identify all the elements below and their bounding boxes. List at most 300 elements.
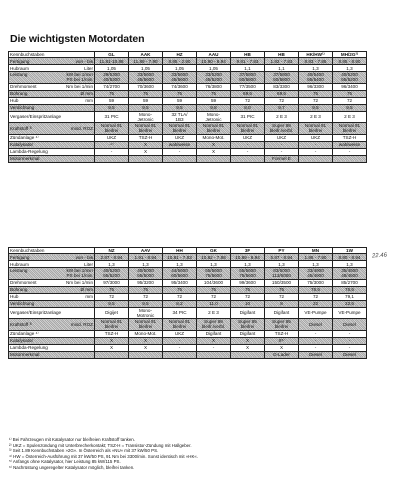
data-cell: -⁷⁾ <box>95 141 129 148</box>
cell-line: Jetronic <box>137 116 154 122</box>
data-cell: 22,5 <box>333 300 367 307</box>
row-unit: von - bis <box>75 254 93 260</box>
table-row <box>9 148 367 155</box>
cell-line: 40/5000 <box>137 268 154 274</box>
data-cell <box>299 268 333 280</box>
row-label: Motormerkmal <box>10 156 40 162</box>
data-cell: Diesel <box>333 319 367 331</box>
cell-line: bleifrei <box>172 128 187 134</box>
data-cell: 72 <box>163 293 197 300</box>
data-cell: X <box>129 344 163 351</box>
table-row <box>9 155 367 162</box>
data-cell: G-Lader <box>265 351 299 358</box>
data-cell <box>129 319 163 331</box>
data-cell: 2.87 - 8.94 <box>95 254 129 261</box>
data-cell: 75 <box>197 286 231 293</box>
cell-line: bleifrei <box>206 128 221 134</box>
data-cell: wahlweise <box>163 141 197 148</box>
row-label-cell <box>9 141 95 148</box>
engine-data-table-2 <box>8 247 367 359</box>
row-label-cell <box>9 104 95 111</box>
cell-line: bleifrei <box>138 128 153 134</box>
table-row <box>9 330 367 337</box>
data-cell <box>197 351 231 358</box>
data-cell: Diesel <box>299 319 333 331</box>
page-title: Die wichtigsten Motordaten <box>10 33 145 45</box>
data-cell: 1,3 <box>163 261 197 268</box>
footnote: ³⁾ Seit 1.89 Kennbuchstaben »2G«. In Österreich als »NU« mit 37 kW/50 PS. <box>9 448 159 454</box>
data-cell: - <box>231 148 265 155</box>
header-code-cell: AAK <box>129 52 163 58</box>
data-cell: VE-Pumpe <box>333 307 367 319</box>
cell-line: Normal 91 <box>202 123 225 129</box>
data-cell: 72 <box>265 97 299 104</box>
header-code-cell: MN <box>299 248 333 254</box>
footnotes <box>9 437 379 471</box>
data-cell: - <box>265 141 299 148</box>
cell-line: 60/5600 <box>171 273 188 279</box>
data-cell: Digifant <box>231 330 265 337</box>
cell-line: Normal 91 <box>134 319 157 325</box>
row-label: Hub <box>10 294 19 300</box>
data-cell: 75 <box>333 90 367 97</box>
data-cell <box>231 123 265 135</box>
cell-line: 33/5600 <box>171 72 188 78</box>
header-code-cell: AAV <box>129 248 163 254</box>
cell-line: Normal 91 <box>100 319 123 325</box>
cell-line: 37/5800 <box>273 72 290 78</box>
row-label-cell <box>9 123 95 135</box>
data-cell <box>265 319 299 331</box>
data-cell: 59 <box>95 97 129 104</box>
cell-line: 55/5600 <box>239 268 256 274</box>
row-label-cell <box>9 148 95 155</box>
cell-line: Motronic <box>136 312 155 318</box>
data-cell: - <box>163 344 197 351</box>
data-cell: 8.83 - 7.85 <box>299 58 333 65</box>
data-cell: 8 <box>265 300 299 307</box>
data-cell: 9.81 - 7.83 <box>231 58 265 65</box>
cell-line: 45/5200 <box>205 77 222 83</box>
row-unit: Liter <box>84 65 93 71</box>
row-label: Verdichtung <box>10 105 35 111</box>
data-cell: 1,1 <box>231 65 265 72</box>
data-cell: - <box>95 148 129 155</box>
data-cell: 8.85 - 2.90 <box>163 58 197 65</box>
row-label-cell <box>9 97 95 104</box>
row-label: Zündanlage ⁴⁾ <box>10 331 39 337</box>
data-cell: X <box>265 344 299 351</box>
data-cell: - <box>299 337 333 344</box>
row-label-cell <box>9 344 95 351</box>
row-unit: Liter <box>84 261 93 267</box>
data-cell: - <box>299 330 333 337</box>
data-cell: 1,3 <box>333 261 367 268</box>
table-row <box>9 58 367 65</box>
data-cell: 59 <box>129 97 163 104</box>
row-label-cell <box>9 337 95 344</box>
row-unit: Nm bei 1/min <box>65 84 93 90</box>
data-cell <box>163 123 197 135</box>
cell-line: Super 98 <box>204 319 223 325</box>
data-cell <box>129 72 163 84</box>
data-cell: X <box>197 148 231 155</box>
data-cell <box>265 72 299 84</box>
data-cell: 75 <box>197 90 231 97</box>
cell-line: 75/5600 <box>239 273 256 279</box>
row-label: Drehmoment <box>10 280 37 286</box>
row-label: Hub <box>10 98 19 104</box>
row-label: Fertigung <box>10 58 30 64</box>
data-cell: 1,3 <box>129 261 163 268</box>
cell-line: bleifrei <box>138 324 153 330</box>
data-cell: 1,05 <box>95 65 129 72</box>
cell-line: bleifrei <box>172 324 187 330</box>
data-cell <box>265 123 299 135</box>
data-cell: 99/3600 <box>231 279 265 286</box>
table-row <box>9 83 367 90</box>
data-cell: 75 <box>265 286 299 293</box>
data-cell: 2 E 3 <box>333 111 367 123</box>
row-label: Zündanlage ⁴⁾ <box>10 135 39 141</box>
cell-line: 55/5200 <box>103 273 120 279</box>
data-cell: 69,5 <box>231 90 265 97</box>
header-code-cell: GK <box>197 248 231 254</box>
table-row <box>9 268 367 280</box>
data-cell: 1,05 <box>197 65 231 72</box>
row-label-cell <box>9 293 95 300</box>
data-cell: 1,3 <box>197 261 231 268</box>
cell-line: Jetronic <box>205 116 222 122</box>
table-row <box>9 97 367 104</box>
data-cell: 104/3600 <box>197 279 231 286</box>
data-cell <box>333 72 367 84</box>
cell-line: 33/5600 <box>137 72 154 78</box>
row-label: Drehmoment <box>10 84 37 90</box>
cell-line: bleifrei <box>342 128 357 134</box>
data-cell: - <box>163 148 197 155</box>
data-cell: Mono-Mot. <box>129 330 163 337</box>
data-cell: - <box>197 344 231 351</box>
footnote: ¹⁾ Bei Fahrzeugen mit Katalysator nur bleifreien Kraftstoff tanken. <box>9 437 135 442</box>
data-cell: - <box>299 141 333 148</box>
footnote: ⁴⁾ HW = Österreich-Ausführung mit 37 kW/50 PS, 91 Nm bei 3300/min. Sonst identisch mit »HK«. <box>9 453 199 459</box>
row-label-cell <box>9 254 95 261</box>
row-label-cell <box>9 351 95 358</box>
data-cell: TSZ-H <box>129 134 163 141</box>
data-cell <box>163 155 197 162</box>
row-label: Bohrung <box>10 91 28 97</box>
row-label: Verdichtung <box>10 301 35 307</box>
data-cell: 10 <box>231 300 265 307</box>
table-row <box>9 111 367 123</box>
data-cell <box>129 351 163 358</box>
data-cell: 85/2700 <box>333 279 367 286</box>
data-cell: 72 <box>265 293 299 300</box>
data-cell: - <box>333 330 367 337</box>
header-code-cell: HB <box>265 52 299 58</box>
cell-line: 1B3 <box>175 116 184 122</box>
data-cell: - <box>333 148 367 155</box>
data-cell: 10.82 - 7.86 <box>197 254 231 261</box>
row-label-cell <box>9 72 95 84</box>
data-cell: 72 <box>333 97 367 104</box>
data-cell: 1,3 <box>333 65 367 72</box>
data-cell: 31 PIC <box>231 111 265 123</box>
data-cell: UKZ <box>163 330 197 337</box>
row-label-cell <box>9 134 95 141</box>
data-cell: 75 <box>129 286 163 293</box>
cell-line: 55/5400 <box>307 77 324 83</box>
data-cell <box>163 268 197 280</box>
data-cell: - <box>333 337 367 344</box>
data-cell: X <box>129 148 163 155</box>
row-unit-line: PS bei 1/min <box>66 77 93 83</box>
row-unit: mm <box>85 98 93 104</box>
row-label: Kraftstoff ³⁾ <box>10 125 33 131</box>
row-label-cell <box>9 155 95 162</box>
cell-line: bleifrei <box>274 324 289 330</box>
data-cell <box>95 268 129 280</box>
header-code-cell: 1W <box>333 248 367 254</box>
table-row <box>9 279 367 286</box>
data-cell: - <box>265 148 299 155</box>
data-cell <box>163 111 197 123</box>
data-cell: 59 <box>163 97 197 104</box>
table-row <box>9 351 367 358</box>
data-cell: TSZ-H <box>333 134 367 141</box>
data-cell: 1,3 <box>231 261 265 268</box>
table-row <box>9 72 367 84</box>
header-code-cell: HK/HW¹⁾ <box>299 52 333 58</box>
data-cell <box>95 351 129 358</box>
data-cell: 8.80 - 8.94 <box>333 254 367 261</box>
data-cell: Formel E <box>265 155 299 162</box>
data-cell: 69,5 <box>265 90 299 97</box>
data-cell: 77/3500 <box>231 83 265 90</box>
data-cell <box>129 111 163 123</box>
row-unit <box>66 72 93 82</box>
cell-line: Normal 91 <box>338 123 361 129</box>
data-cell: 75 <box>163 286 197 293</box>
data-cell: 9,5 <box>129 104 163 111</box>
table-row <box>9 65 367 72</box>
table-row <box>9 104 367 111</box>
data-cell <box>197 72 231 84</box>
data-cell: 76,5 <box>299 286 333 293</box>
data-cell: 97/3000 <box>95 279 129 286</box>
data-cell: 150/3500 <box>265 279 299 286</box>
data-cell: 10.81 - 7.83 <box>163 254 197 261</box>
data-cell: 1,3 <box>299 261 333 268</box>
cell-line: bleifrei <box>104 128 119 134</box>
data-cell: UKZ <box>299 134 333 141</box>
row-label-cell <box>9 90 95 97</box>
data-cell: 9,7 <box>265 104 299 111</box>
cell-line: 83/6000 <box>273 268 290 274</box>
data-cell <box>95 72 129 84</box>
data-cell: 1.82 - 7.83 <box>265 58 299 65</box>
cell-line: Normal 91 <box>168 123 191 129</box>
data-cell: 9,5 <box>163 104 197 111</box>
cell-line: 44/5600 <box>171 268 188 274</box>
data-cell: 70/3600 <box>129 83 163 90</box>
data-cell: 1,3 <box>265 261 299 268</box>
cell-line: 40/5300 <box>103 77 120 83</box>
data-cell: 72 <box>231 97 265 104</box>
cell-line: Normal 91 <box>100 123 123 129</box>
data-cell: TSZ-H <box>265 330 299 337</box>
data-cell <box>129 123 163 135</box>
row-label-cell <box>9 300 95 307</box>
data-cell: UKZ <box>163 134 197 141</box>
row-label: Lambda-Regelung <box>10 345 48 351</box>
cell-line: bleifr./verbl. <box>269 128 294 134</box>
data-cell: 75/3000 <box>299 279 333 286</box>
data-cell <box>95 123 129 135</box>
data-cell: 96/3300 <box>299 83 333 90</box>
data-cell <box>265 268 299 280</box>
data-cell: 75 <box>231 286 265 293</box>
data-cell: Digifant <box>197 330 231 337</box>
data-cell: X <box>129 141 163 148</box>
data-cell: 72 <box>129 293 163 300</box>
row-label-cell <box>9 111 95 123</box>
data-cell <box>197 123 231 135</box>
header-label-cell: Kennbuchstaben <box>9 52 95 58</box>
data-cell <box>95 319 129 331</box>
data-cell <box>231 319 265 331</box>
data-cell: 10.90 - 8.94 <box>197 58 231 65</box>
data-cell <box>95 155 129 162</box>
cell-line: bleifrei <box>240 324 255 330</box>
data-cell: 72 <box>231 293 265 300</box>
data-cell <box>333 268 367 280</box>
data-cell <box>231 155 265 162</box>
data-cell <box>163 319 197 331</box>
data-cell <box>299 155 333 162</box>
data-cell: 11.89 - 7.90 <box>129 58 163 65</box>
data-cell: 75 <box>129 90 163 97</box>
data-cell: - <box>299 148 333 155</box>
table-row <box>9 134 367 141</box>
cell-line: Mono- <box>206 111 221 117</box>
cell-line: Mono- <box>138 307 153 313</box>
row-unit: mm <box>85 294 93 300</box>
data-cell: 31 PIC <box>95 111 129 123</box>
data-cell: wahlweise <box>333 141 367 148</box>
data-cell: 9,5 <box>95 300 129 307</box>
footnote: ⁵⁾ Anfangs ohne Katalysator, hier Leistung 85 kW/115 PS. <box>9 459 121 465</box>
cell-line: bleifrei <box>240 128 255 134</box>
data-cell: X <box>231 344 265 351</box>
row-label-cell <box>9 307 95 319</box>
data-cell <box>231 351 265 358</box>
data-cell <box>231 72 265 84</box>
data-cell: 72 <box>197 293 231 300</box>
row-label: Hubraum <box>10 65 29 71</box>
data-cell: 9,8 <box>197 104 231 111</box>
data-cell: 72 <box>299 293 333 300</box>
row-unit-line: PS bei 1/min <box>66 273 93 279</box>
data-cell: 75 <box>95 90 129 97</box>
row-label-cell <box>9 286 95 293</box>
row-label: Katalysator <box>10 142 33 148</box>
data-cell <box>129 307 163 319</box>
data-cell: - <box>299 344 333 351</box>
row-unit-line: kW bei 1/min <box>66 72 93 78</box>
header-code-cell: HB <box>231 52 265 58</box>
data-cell: 96/3400 <box>333 83 367 90</box>
data-cell: 74/2700 <box>95 83 129 90</box>
cell-line: bleifrei <box>104 324 119 330</box>
header-code-cell: PY <box>265 248 299 254</box>
cell-line: 75/5600 <box>205 273 222 279</box>
cell-line: 35/4500 <box>341 268 358 274</box>
row-label: Vergaser/Einspritzanlage <box>10 310 62 316</box>
cell-line: Super 95 <box>238 319 257 325</box>
data-cell: 11.81-10.86 <box>95 58 129 65</box>
data-cell <box>197 319 231 331</box>
row-label-cell <box>9 65 95 72</box>
engine-data-table-1 <box>8 51 367 163</box>
data-cell: X <box>95 337 129 344</box>
row-unit: Ø mm <box>80 287 93 293</box>
table-row <box>9 123 367 135</box>
data-cell: 1,05 <box>163 65 197 72</box>
header-code-cell: AAU <box>197 52 231 58</box>
data-cell: 11,0 <box>197 300 231 307</box>
row-unit: von - bis <box>75 58 93 64</box>
data-cell: - <box>163 337 197 344</box>
data-cell: 2 E 3 <box>197 307 231 319</box>
cell-line: 40/5200 <box>103 268 120 274</box>
cell-line: 55/5000 <box>137 273 154 279</box>
data-cell: 76/3800 <box>197 83 231 90</box>
row-unit-line: kW bei 1/min <box>66 268 93 274</box>
data-cell: Digifant <box>231 307 265 319</box>
data-cell: 22 <box>299 300 333 307</box>
data-cell: 83/3300 <box>265 83 299 90</box>
data-cell: X <box>95 344 129 351</box>
header-code-cell: GL <box>95 52 129 58</box>
data-cell: 95/3200 <box>129 279 163 286</box>
row-label: Fertigung <box>10 254 30 260</box>
cell-line: Super 98 <box>272 123 291 129</box>
cell-line: 33/4900 <box>307 268 324 274</box>
data-cell <box>197 111 231 123</box>
data-cell: 1,05 <box>129 65 163 72</box>
table-row <box>9 319 367 331</box>
table-row <box>9 254 367 261</box>
data-cell: 72 <box>95 293 129 300</box>
cell-line: Normal 91 <box>236 123 259 129</box>
data-cell: 8.85 - 8.90 <box>333 58 367 65</box>
data-cell: 79,1 <box>333 293 367 300</box>
cell-line: 29/5300 <box>103 72 120 78</box>
header-code-cell: MH/2G²⁾ <box>333 52 367 58</box>
row-label-cell <box>9 330 95 337</box>
data-cell <box>333 123 367 135</box>
data-cell: 74/3600 <box>163 83 197 90</box>
header-code-cell: NZ <box>95 248 129 254</box>
data-cell: 72 <box>299 97 333 104</box>
data-cell <box>197 155 231 162</box>
data-cell: UKZ <box>95 134 129 141</box>
table-row <box>9 300 367 307</box>
data-cell: X <box>197 337 231 344</box>
cell-line: 37/5800 <box>239 72 256 78</box>
